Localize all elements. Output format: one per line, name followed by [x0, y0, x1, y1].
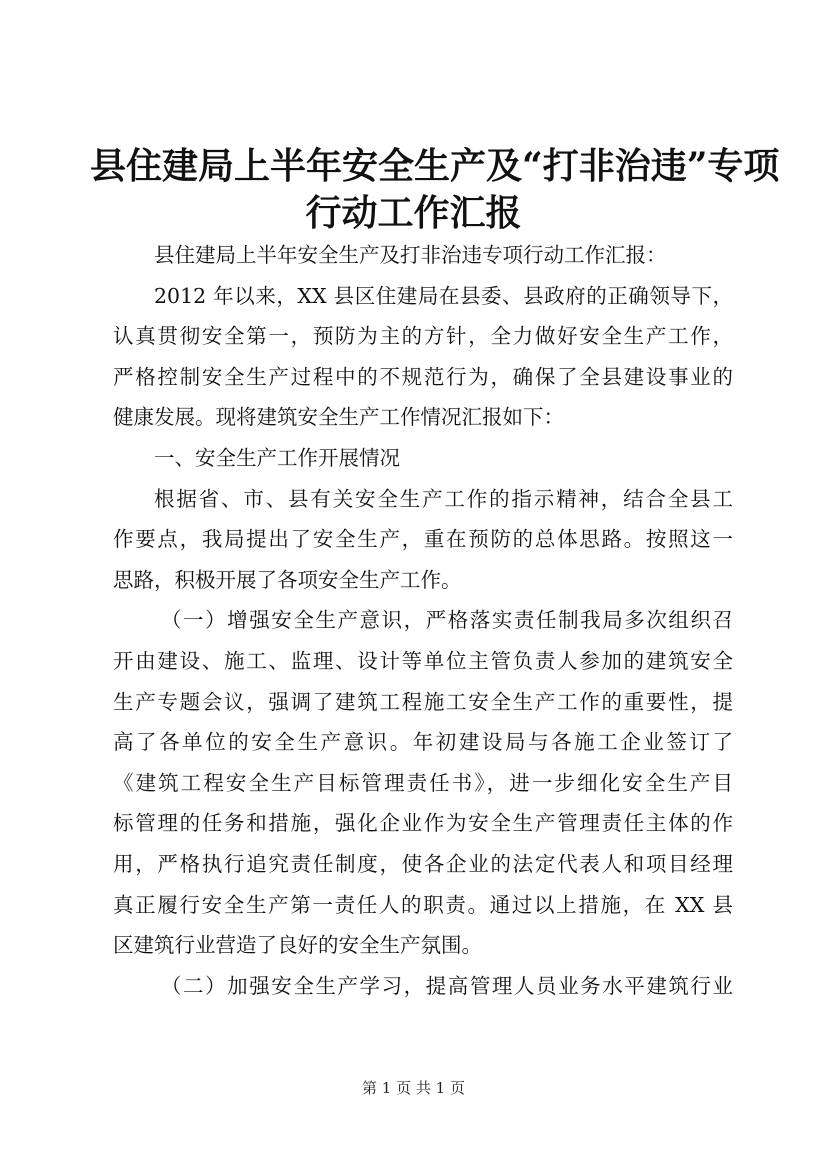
section-heading: 一、安全生产工作开展情况: [154, 445, 400, 470]
paragraph-line: 健康发展。现将建筑安全生产工作情况汇报如下：: [113, 405, 564, 430]
paragraph-line: 严格控制安全生产过程中的不规范行为，确保了全县建设事业的: [113, 364, 733, 389]
intro-line: 县住建局上半年安全生产及打非治违专项行动工作汇报：: [154, 243, 667, 267]
document-body: [113, 235, 733, 1006]
paragraph-line: 开由建设、施工、监理、设计等单位主管负责人参加的建筑安全: [113, 648, 733, 673]
document-title-line-2: 行动工作汇报: [305, 192, 522, 234]
paragraph-line: 用，严格执行追究责任制度，使各企业的法定代表人和项目经理: [113, 851, 733, 876]
paragraph-line: 2012 年以来，XX 县区住建局在县委、县政府的正确领导下，: [154, 283, 733, 308]
paragraph-line: 区建筑行业营造了良好的安全生产氛围。: [113, 933, 482, 958]
page-footer: 第 1 页 共 1 页: [362, 1079, 465, 1097]
paragraph-line: 《建筑工程安全生产目标管理责任书》，进一步细化安全生产目: [113, 770, 733, 795]
paragraph-line: 作要点，我局提出了安全生产，重在预防的总体思路。按照这一: [113, 527, 733, 552]
document-title-line-1: 县住建局上半年安全生产及“打非治违”专项: [90, 145, 780, 187]
paragraph-line: 标管理的任务和措施，强化企业作为安全生产管理责任主体的作: [113, 811, 733, 836]
paragraph-line: 思路，积极开展了各项安全生产工作。: [113, 567, 462, 592]
paragraph-line: 高了各单位的安全生产意识。年初建设局与各施工企业签订了: [113, 730, 733, 755]
paragraph-line: （一）增强安全生产意识，严格落实责任制我局多次组织召: [161, 608, 733, 633]
paragraph-line: 真正履行安全生产第一责任人的职责。通过以上措施，在 XX 县: [113, 892, 733, 917]
paragraph-line: （二）加强安全生产学习，提高管理人员业务水平建筑行业: [161, 973, 733, 998]
paragraph-line: 根据省、市、县有关安全生产工作的指示精神，结合全县工: [154, 486, 733, 511]
paragraph-line: 认真贯彻安全第一，预防为主的方针，全力做好安全生产工作，: [113, 324, 733, 349]
paragraph-line: 生产专题会议，强调了建筑工程施工安全生产工作的重要性，提: [113, 689, 733, 714]
